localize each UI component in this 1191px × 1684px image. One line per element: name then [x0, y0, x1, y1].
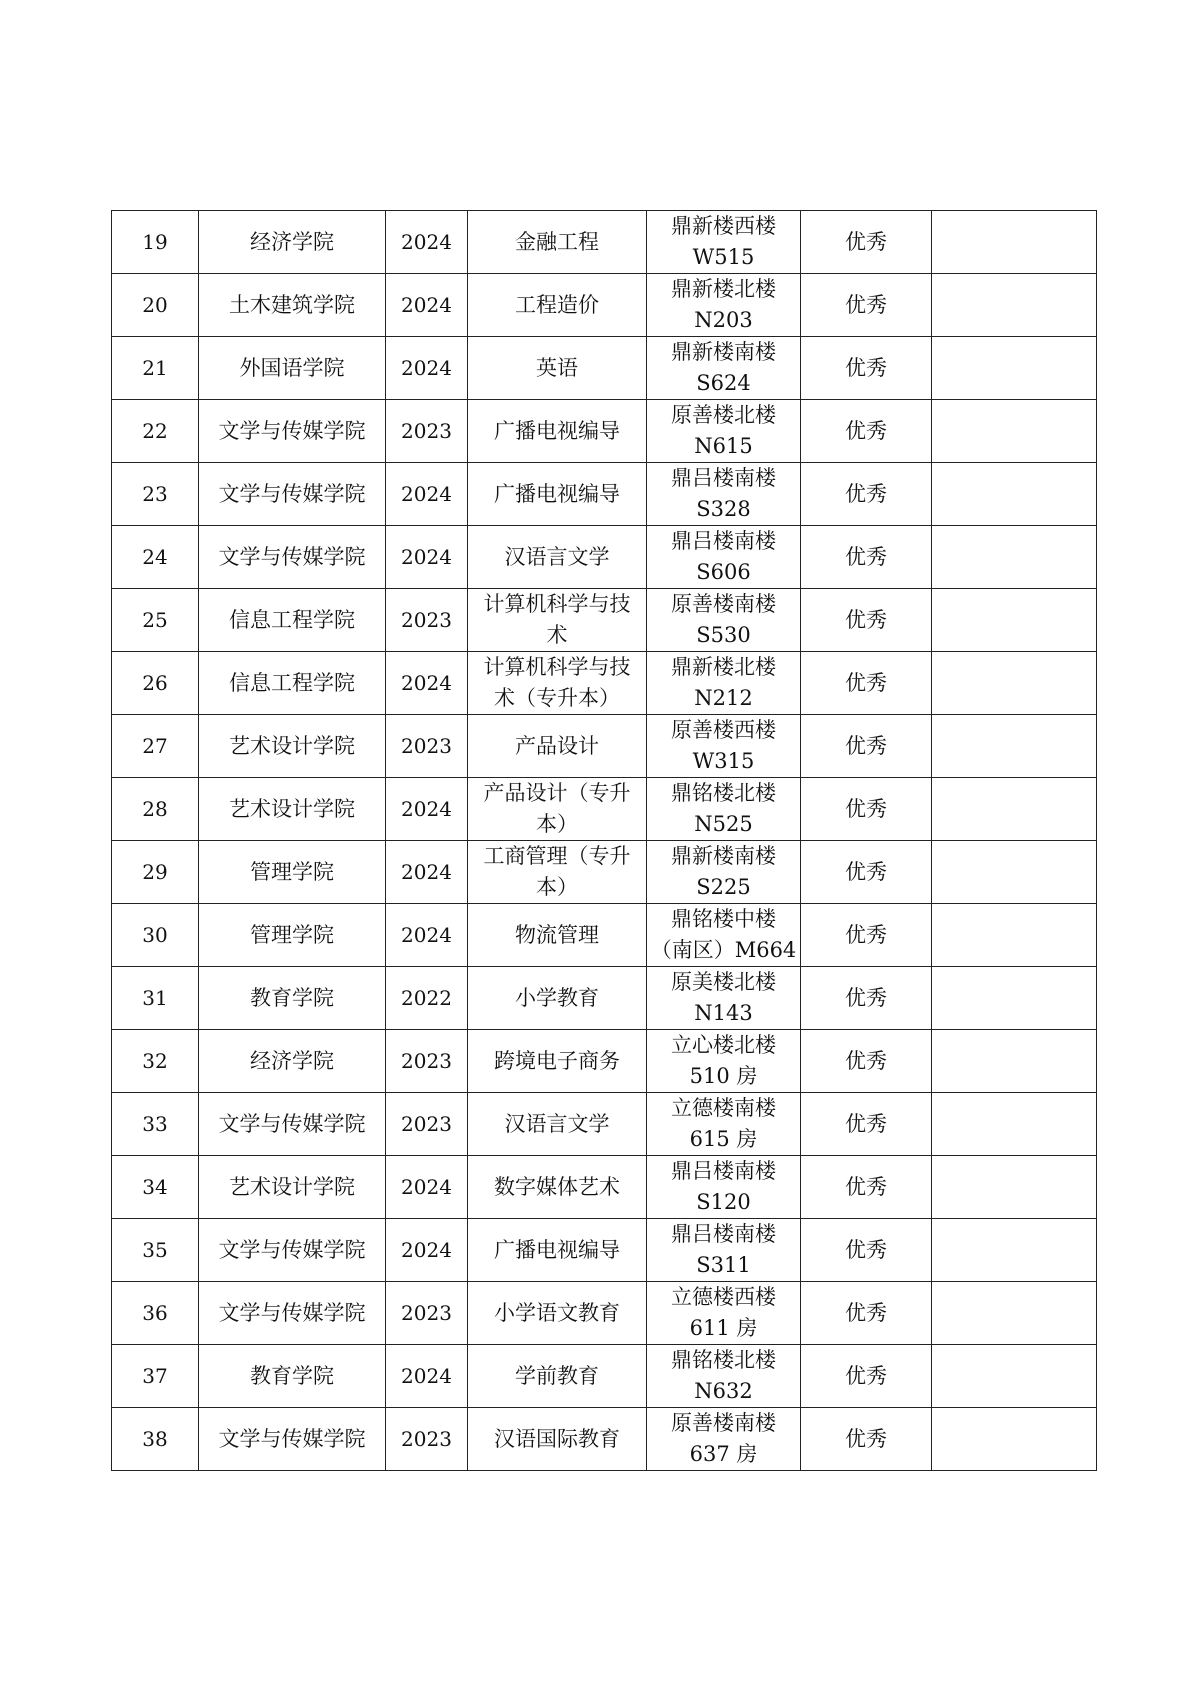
cell-room-line: N632 — [694, 1379, 753, 1403]
cell-room-line: 原善楼西楼 — [671, 718, 776, 742]
cell-room — [647, 1030, 801, 1093]
cell-number: 38 — [112, 1408, 199, 1471]
cell-number: 20 — [112, 274, 199, 337]
cell-college: 信息工程学院 — [199, 652, 386, 715]
cell-rating: 优秀 — [801, 904, 932, 967]
cell-room — [647, 526, 801, 589]
cell-room-line: S328 — [696, 497, 751, 521]
cell-remark — [932, 526, 1097, 589]
cell-year: 2024 — [386, 337, 468, 400]
cell-major-line: 数字媒体艺术 — [494, 1174, 620, 1199]
cell-remark — [932, 211, 1097, 274]
cell-rating: 优秀 — [801, 1282, 932, 1345]
cell-college: 文学与传媒学院 — [199, 463, 386, 526]
table-row — [112, 526, 1097, 589]
table-row — [112, 463, 1097, 526]
cell-room — [647, 778, 801, 841]
table-row — [112, 1219, 1097, 1282]
cell-major-line: 产品设计（专升 — [483, 781, 631, 805]
cell-year: 2023 — [386, 1408, 468, 1471]
cell-year: 2023 — [386, 589, 468, 652]
cell-rating: 优秀 — [801, 337, 932, 400]
cell-major — [468, 463, 647, 526]
dormitory-rating-table — [111, 210, 1097, 1471]
cell-year: 2024 — [386, 1345, 468, 1408]
cell-rating: 优秀 — [801, 1408, 932, 1471]
cell-remark — [932, 904, 1097, 967]
cell-number: 28 — [112, 778, 199, 841]
cell-major — [468, 589, 647, 652]
cell-room — [647, 1282, 801, 1345]
cell-major — [468, 526, 647, 589]
cell-major-line: 计算机科学与技 — [483, 655, 631, 679]
cell-major-line: 术 — [546, 623, 568, 647]
cell-rating: 优秀 — [801, 274, 932, 337]
table-row — [112, 1408, 1097, 1471]
cell-year: 2024 — [386, 652, 468, 715]
cell-room-line: 鼎新楼南楼 — [671, 844, 776, 868]
cell-room-line: S225 — [696, 875, 751, 899]
cell-college: 土木建筑学院 — [199, 274, 386, 337]
cell-room-line: 鼎新楼南楼 — [671, 340, 776, 364]
cell-major — [468, 1345, 647, 1408]
cell-remark — [932, 400, 1097, 463]
cell-room — [647, 1345, 801, 1408]
cell-year: 2022 — [386, 967, 468, 1030]
cell-remark — [932, 1030, 1097, 1093]
cell-college: 文学与传媒学院 — [199, 1408, 386, 1471]
cell-room — [647, 274, 801, 337]
cell-rating: 优秀 — [801, 211, 932, 274]
cell-room — [647, 652, 801, 715]
table-row — [112, 1345, 1097, 1408]
cell-college: 信息工程学院 — [199, 589, 386, 652]
cell-major-line: 英语 — [536, 355, 578, 380]
cell-room-line: 鼎铭楼北楼 — [671, 781, 776, 805]
cell-room-line: 鼎铭楼中楼 — [671, 907, 776, 931]
cell-major-line: 术（专升本） — [494, 686, 620, 710]
cell-college: 外国语学院 — [199, 337, 386, 400]
cell-room-line: S606 — [696, 560, 751, 584]
cell-room-line: 鼎铭楼北楼 — [671, 1348, 776, 1372]
cell-remark — [932, 841, 1097, 904]
cell-rating: 优秀 — [801, 463, 932, 526]
cell-room-line: W315 — [692, 749, 755, 773]
cell-major — [468, 778, 647, 841]
cell-number: 24 — [112, 526, 199, 589]
cell-major — [468, 211, 647, 274]
cell-room — [647, 211, 801, 274]
cell-remark — [932, 967, 1097, 1030]
cell-major-line: 跨境电子商务 — [494, 1048, 620, 1073]
cell-room — [647, 1093, 801, 1156]
cell-major — [468, 1156, 647, 1219]
cell-major-line: 计算机科学与技 — [483, 592, 631, 616]
cell-college: 教育学院 — [199, 1345, 386, 1408]
cell-room-line: S311 — [696, 1253, 751, 1277]
cell-room-line: 615 房 — [689, 1127, 758, 1151]
cell-year: 2024 — [386, 274, 468, 337]
cell-major — [468, 400, 647, 463]
cell-major-line: 金融工程 — [515, 229, 599, 254]
cell-room — [647, 715, 801, 778]
cell-college: 文学与传媒学院 — [199, 400, 386, 463]
cell-room-line: 立德楼西楼 — [671, 1285, 776, 1309]
cell-college: 管理学院 — [199, 904, 386, 967]
cell-room-line: 鼎吕楼南楼 — [671, 529, 776, 553]
cell-rating: 优秀 — [801, 1156, 932, 1219]
cell-year: 2024 — [386, 841, 468, 904]
cell-year: 2023 — [386, 1093, 468, 1156]
cell-year: 2024 — [386, 463, 468, 526]
cell-remark — [932, 1219, 1097, 1282]
cell-major — [468, 967, 647, 1030]
cell-year: 2024 — [386, 1219, 468, 1282]
cell-number: 35 — [112, 1219, 199, 1282]
table-row — [112, 841, 1097, 904]
cell-rating: 优秀 — [801, 400, 932, 463]
cell-room — [647, 841, 801, 904]
cell-remark — [932, 652, 1097, 715]
cell-year: 2024 — [386, 526, 468, 589]
cell-major-line: 本） — [536, 875, 578, 899]
cell-major-line: 产品设计 — [515, 733, 599, 758]
cell-number: 36 — [112, 1282, 199, 1345]
cell-number: 25 — [112, 589, 199, 652]
cell-room-line: （南区）M664 — [650, 938, 797, 962]
cell-major — [468, 841, 647, 904]
cell-room-line: 鼎吕楼南楼 — [671, 1159, 776, 1183]
cell-year: 2023 — [386, 715, 468, 778]
cell-year: 2024 — [386, 1156, 468, 1219]
cell-year: 2023 — [386, 1030, 468, 1093]
cell-remark — [932, 337, 1097, 400]
cell-room-line: S120 — [696, 1190, 751, 1214]
cell-room — [647, 337, 801, 400]
cell-room — [647, 1219, 801, 1282]
cell-year: 2023 — [386, 1282, 468, 1345]
table-row — [112, 778, 1097, 841]
cell-number: 34 — [112, 1156, 199, 1219]
cell-number: 31 — [112, 967, 199, 1030]
cell-major — [468, 1093, 647, 1156]
cell-rating: 优秀 — [801, 652, 932, 715]
cell-major-line: 小学语文教育 — [494, 1300, 620, 1325]
cell-remark — [932, 778, 1097, 841]
cell-major — [468, 337, 647, 400]
cell-room — [647, 1156, 801, 1219]
cell-room-line: N203 — [694, 308, 753, 332]
cell-major — [468, 904, 647, 967]
cell-room-line: 510 房 — [689, 1064, 758, 1088]
cell-room-line: 原善楼北楼 — [671, 403, 776, 427]
cell-number: 37 — [112, 1345, 199, 1408]
cell-room-line: 鼎吕楼南楼 — [671, 466, 776, 490]
cell-room-line: 原美楼北楼 — [671, 970, 776, 994]
cell-remark — [932, 1093, 1097, 1156]
cell-college: 艺术设计学院 — [199, 1156, 386, 1219]
cell-room — [647, 904, 801, 967]
cell-major-line: 汉语国际教育 — [494, 1426, 620, 1451]
cell-college: 教育学院 — [199, 967, 386, 1030]
cell-remark — [932, 1156, 1097, 1219]
table-row — [112, 589, 1097, 652]
table-row — [112, 1030, 1097, 1093]
cell-college: 艺术设计学院 — [199, 715, 386, 778]
cell-rating: 优秀 — [801, 1219, 932, 1282]
cell-rating: 优秀 — [801, 841, 932, 904]
cell-major-line: 学前教育 — [515, 1363, 599, 1388]
cell-year: 2024 — [386, 778, 468, 841]
cell-major — [468, 1219, 647, 1282]
cell-room-line: N212 — [694, 686, 753, 710]
cell-room-line: 鼎吕楼南楼 — [671, 1222, 776, 1246]
cell-room-line: 立德楼南楼 — [671, 1096, 776, 1120]
cell-college: 文学与传媒学院 — [199, 1282, 386, 1345]
cell-year: 2023 — [386, 400, 468, 463]
cell-major — [468, 652, 647, 715]
cell-major-line: 广播电视编导 — [494, 481, 620, 506]
cell-room-line: 637 房 — [689, 1442, 758, 1466]
cell-remark — [932, 589, 1097, 652]
cell-major-line: 广播电视编导 — [494, 418, 620, 443]
cell-remark — [932, 715, 1097, 778]
cell-college: 管理学院 — [199, 841, 386, 904]
cell-college: 文学与传媒学院 — [199, 526, 386, 589]
table-row — [112, 652, 1097, 715]
cell-room-line: 鼎新楼北楼 — [671, 655, 776, 679]
cell-room-line: N525 — [694, 812, 753, 836]
cell-room-line: 原善楼南楼 — [671, 1411, 776, 1435]
cell-remark — [932, 274, 1097, 337]
table-row — [112, 211, 1097, 274]
cell-number: 29 — [112, 841, 199, 904]
cell-room-line: 611 房 — [689, 1316, 758, 1340]
cell-room-line: 鼎新楼西楼 — [671, 214, 776, 238]
cell-room — [647, 463, 801, 526]
cell-major — [468, 1030, 647, 1093]
table-row — [112, 337, 1097, 400]
cell-rating: 优秀 — [801, 589, 932, 652]
cell-room — [647, 1408, 801, 1471]
cell-rating: 优秀 — [801, 967, 932, 1030]
cell-rating: 优秀 — [801, 1030, 932, 1093]
cell-number: 33 — [112, 1093, 199, 1156]
cell-major — [468, 274, 647, 337]
cell-remark — [932, 1345, 1097, 1408]
cell-number: 21 — [112, 337, 199, 400]
cell-number: 19 — [112, 211, 199, 274]
cell-major-line: 工程造价 — [515, 292, 599, 317]
cell-major — [468, 715, 647, 778]
cell-major-line: 汉语言文学 — [504, 1111, 610, 1136]
cell-room-line: N615 — [694, 434, 753, 458]
cell-room — [647, 967, 801, 1030]
cell-college: 经济学院 — [199, 211, 386, 274]
cell-room — [647, 589, 801, 652]
cell-major-line: 广播电视编导 — [494, 1237, 620, 1262]
cell-room-line: S530 — [696, 623, 751, 647]
table-row — [112, 1156, 1097, 1219]
cell-number: 30 — [112, 904, 199, 967]
cell-room-line: W515 — [692, 245, 755, 269]
cell-major-line: 本） — [536, 812, 578, 836]
cell-major-line: 工商管理（专升 — [483, 844, 631, 868]
cell-room — [647, 400, 801, 463]
cell-rating: 优秀 — [801, 526, 932, 589]
cell-room-line: 立心楼北楼 — [671, 1033, 776, 1057]
table-body — [112, 211, 1097, 1471]
table-row — [112, 715, 1097, 778]
cell-major — [468, 1408, 647, 1471]
cell-room-line: 鼎新楼北楼 — [671, 277, 776, 301]
cell-remark — [932, 1408, 1097, 1471]
table-row — [112, 274, 1097, 337]
cell-major — [468, 1282, 647, 1345]
cell-college: 文学与传媒学院 — [199, 1219, 386, 1282]
cell-rating: 优秀 — [801, 1093, 932, 1156]
table-row — [112, 400, 1097, 463]
cell-major-line: 汉语言文学 — [504, 544, 610, 569]
cell-remark — [932, 1282, 1097, 1345]
cell-number: 27 — [112, 715, 199, 778]
cell-major-line: 物流管理 — [515, 922, 599, 947]
table-row — [112, 967, 1097, 1030]
cell-rating: 优秀 — [801, 778, 932, 841]
table-row — [112, 904, 1097, 967]
cell-college: 文学与传媒学院 — [199, 1093, 386, 1156]
cell-rating: 优秀 — [801, 1345, 932, 1408]
cell-year: 2024 — [386, 904, 468, 967]
cell-number: 26 — [112, 652, 199, 715]
cell-college: 经济学院 — [199, 1030, 386, 1093]
cell-number: 32 — [112, 1030, 199, 1093]
cell-number: 23 — [112, 463, 199, 526]
cell-major-line: 小学教育 — [515, 985, 599, 1010]
table-row — [112, 1093, 1097, 1156]
cell-remark — [932, 463, 1097, 526]
cell-rating: 优秀 — [801, 715, 932, 778]
table-row — [112, 1282, 1097, 1345]
cell-year: 2024 — [386, 211, 468, 274]
cell-college: 艺术设计学院 — [199, 778, 386, 841]
cell-number: 22 — [112, 400, 199, 463]
cell-room-line: N143 — [694, 1001, 753, 1025]
cell-room-line: 原善楼南楼 — [671, 592, 776, 616]
cell-room-line: S624 — [696, 371, 751, 395]
